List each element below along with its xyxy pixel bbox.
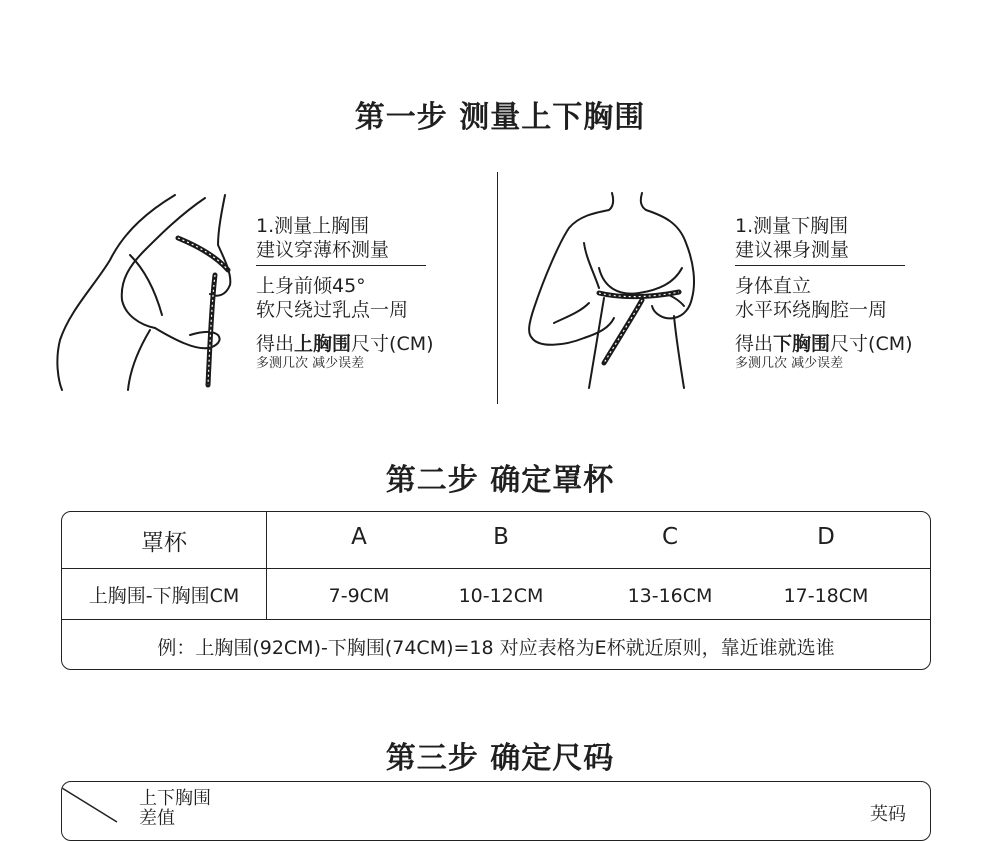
- measure-underbust-illustration: [524, 188, 724, 393]
- step1-title: 第一步 测量上下胸围: [354, 100, 646, 135]
- diff-c: 13-16CM: [627, 585, 713, 607]
- example-note: 例：上胸围(92CM)-下胸围(74CM)=18 对应表格为E杯就近原则，靠近谁就选谁: [157, 637, 835, 659]
- underbust-note: 多测几次 减少误差: [735, 356, 844, 371]
- cup-d: D: [817, 524, 835, 550]
- cup-a: A: [351, 524, 367, 550]
- cup-header: 罩杯: [141, 530, 187, 556]
- diff-a: 7-9CM: [328, 585, 390, 607]
- table-divider: [62, 568, 930, 569]
- overbust-pose: 上身前倾45°: [256, 275, 366, 297]
- overbust-note: 多测几次 减少误差: [256, 356, 365, 371]
- diff-b: 10-12CM: [458, 585, 544, 607]
- overbust-result: 得出上胸围尺寸(CM): [256, 333, 434, 355]
- underbust-suggestion: 建议裸身测量: [735, 239, 850, 261]
- cup-c: C: [661, 524, 679, 550]
- underbust-instructions: [735, 214, 913, 372]
- overbust-instructions: [256, 214, 434, 372]
- step3-title: 第三步 确定尺码: [385, 741, 615, 776]
- step2-title: 第二步 确定罩杯: [385, 463, 615, 498]
- overbust-method: 软尺绕过乳点一周: [256, 299, 409, 321]
- underbust-result: 得出下胸围尺寸(CM): [735, 333, 913, 355]
- underbust-method: 水平环绕胸腔一周: [735, 299, 888, 321]
- cup-b: B: [493, 524, 509, 550]
- overbust-step-label: 1.测量上胸围: [256, 215, 370, 237]
- measure-overbust-illustration: [50, 190, 250, 395]
- corner-bottom-label: 差值: [139, 808, 175, 829]
- uk-size-label: 英码: [870, 804, 906, 825]
- overbust-suggestion: 建议穿薄杯测量: [256, 239, 390, 261]
- cup-size-table: [61, 511, 931, 670]
- table-divider: [266, 512, 267, 620]
- underbust-pose: 身体直立: [735, 275, 812, 297]
- diff-d: 17-18CM: [783, 585, 869, 607]
- overbust-underline: [256, 265, 426, 266]
- underbust-underline: [735, 265, 905, 266]
- table-divider: [62, 619, 930, 620]
- underbust-step-label: 1.测量下胸围: [735, 215, 849, 237]
- diff-label: 上胸围-下胸围CM: [88, 585, 240, 607]
- corner-top-label: 上下胸围: [139, 788, 211, 809]
- size-table: [61, 781, 931, 841]
- step1-divider: [497, 172, 498, 404]
